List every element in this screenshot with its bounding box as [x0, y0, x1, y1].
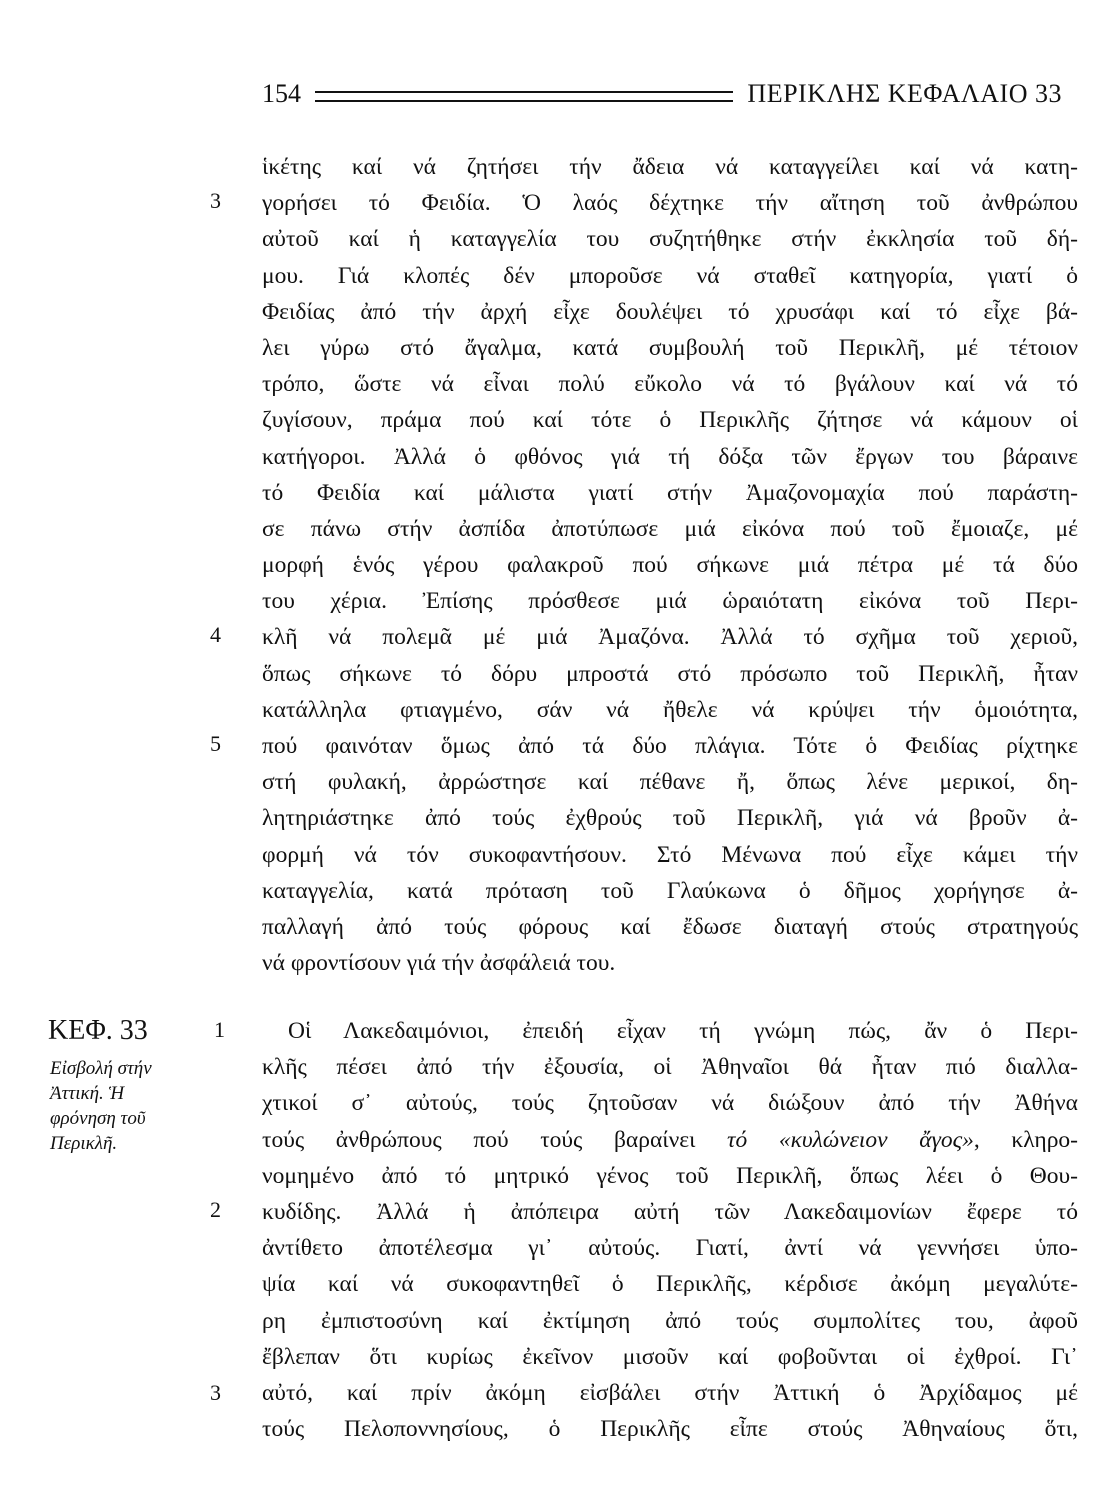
section1-text: [262, 149, 1078, 981]
running-title: ΠΕΡΙΚΛΗΣ ΚΕΦΑΛΑΙΟ 33: [747, 79, 1062, 108]
text-line: νά φροντίσουν γιά τήν ἀσφάλειά του.: [262, 950, 616, 977]
paragraph-number: 2: [210, 1197, 221, 1222]
text-line: του χέρια. Ἐπίσης πρόσθεσε μιά ὡραιότατη εἰκόνα τοῦ Περι-: [262, 588, 1078, 615]
text-line: κυδίδης. Ἀλλά ἡ ἀπόπειρα αὐτή τῶν Λακεδαιμονίων ἔφερε τό: [262, 1198, 1078, 1225]
text-line: πού φαινόταν ὅμως ἀπό τά δύο πλάγια. Τότε ὁ Φειδίας ρίχτηκε: [262, 733, 1078, 759]
text-line: φορμή νά τόν συκοφαντήσουν. Στό Μένωνα πού εἶχε κάμει τήν: [262, 841, 1078, 868]
text-line: κλῆς πέσει ἀπό τήν ἐξουσία, οἱ Ἀθηναῖοι θά ἦταν πιό διαλλα-: [262, 1054, 1078, 1081]
text-line: Φειδίας ἀπό τήν ἀρχή εἶχε δουλέψει τό χρυσάφι καί τό εἶχε βά-: [262, 298, 1078, 325]
text-line: τό Φειδία καί μάλιστα γιατί στήν Ἀμαζονομαχία πού παράστη-: [262, 479, 1078, 506]
text-line: Οἱ Λακεδαιμόνιοι, ἐπειδή εἶχαν τή γνώμη πώς, ἄν ὁ Περι-: [288, 1018, 1078, 1044]
text-line: σε πάνω στήν ἀσπίδα ἀποτύπωσε μιά εἰκόνα πού τοῦ ἔμοιαζε, μέ: [262, 515, 1078, 542]
chapter-summary-line: Ἀττική. Ἡ: [50, 1083, 125, 1104]
section2-text: [262, 1013, 1078, 1447]
text-line: καταγγελία, κατά πρόταση τοῦ Γλαύκωνα ὁ δῆμος χορήγησε ἀ-: [262, 877, 1078, 904]
text-line: ρη ἐμπιστοσύνη καί ἐκτίμηση ἀπό τούς συμπολίτες του, ἀφοῦ: [262, 1307, 1078, 1334]
text-line: ὅπως σήκωνε τό δόρυ μπροστά στό πρόσωπο τοῦ Περικλῆ, ἦταν: [262, 660, 1078, 687]
text-line: κατάλληλα φτιαγμένο, σάν νά ἤθελε νά κρύψει τήν ὁμοιότητα,: [262, 696, 1078, 723]
text-line: μου. Γιά κλοπές δέν μποροῦσε νά σταθεῖ κατηγορία, γιατί ὁ: [262, 262, 1078, 289]
text-line: τρόπο, ὥστε νά εἶναι πολύ εὔκολο νά τό βγάλουν καί νά τό: [262, 371, 1078, 398]
text-line: μορφή ἑνός γέρου φαλακροῦ πού σήκωνε μιά πέτρα μέ τά δύο: [262, 552, 1078, 579]
text-line: στή φυλακή, ἀρρώστησε καί πέθανε ἤ, ὅπως λένε μερικοί, δη-: [262, 769, 1078, 796]
chapter-summary-line: Εἰσβολή στήν: [50, 1058, 152, 1079]
chapter-summary-line: φρόνηση τοῦ: [50, 1108, 146, 1129]
text-line: ἔβλεπαν ὅτι κυρίως ἐκεῖνον μισοῦν καί φοβοῦνται οἱ ἐχθροί. Γι᾽: [262, 1343, 1078, 1370]
text-line-with-quote: [262, 1122, 1078, 1158]
text-line: λητηριάστηκε ἀπό τούς ἐχθρούς τοῦ Περικλῆ, γιά νά βροῦν ἀ-: [262, 805, 1078, 832]
chapter-summary-line: Περικλῆ.: [50, 1133, 118, 1154]
running-header: [262, 76, 1062, 112]
header-rule: [315, 91, 733, 102]
text-line: λει γύρω στό ἄγαλμα, κατά συμβουλή τοῦ Περικλῆ, μέ τέτοιον: [262, 334, 1078, 361]
paragraph-number: 4: [210, 622, 221, 647]
text-segment: , κληρο-: [973, 1126, 1078, 1153]
paragraph-number: 3: [210, 188, 221, 213]
text-line: ζυγίσουν, πράμα πού καί τότε ὁ Περικλῆς ζήτησε νά κάμουν οἱ: [262, 407, 1078, 434]
text-segment: τούς ἀνθρώπους πού τούς βαραίνει: [262, 1126, 696, 1153]
text-line: αὐτοῦ καί ἡ καταγγελία του συζητήθηκε στήν ἐκκλησία τοῦ δή-: [262, 226, 1078, 253]
text-line: χτικοί σ᾽ αὐτούς, τούς ζητοῦσαν νά διώξουν ἀπό τήν Ἀθήνα: [262, 1090, 1078, 1117]
text-line: τούς Πελοποννησίους, ὁ Περικλῆς εἶπε στούς Ἀθηναίους ὅτι,: [262, 1416, 1078, 1443]
text-line: αὐτό, καί πρίν ἀκόμη εἰσβάλει στήν Ἀττική ὁ Ἀρχίδαμος μέ: [262, 1379, 1078, 1406]
page-number: 154: [262, 79, 301, 108]
text-line: ἱκέτης καί νά ζητήσει τήν ἄδεια νά καταγγείλει καί νά κατη-: [262, 154, 1078, 180]
chapter-title: ΚΕΦ. 33: [48, 1015, 148, 1046]
text-line: νομημένο ἀπό τό μητρικό γένος τοῦ Περικλῆ, ὅπως λέει ὁ Θου-: [262, 1162, 1078, 1189]
text-line: ἀντίθετο ἀποτέλεσμα γι᾽ αὐτούς. Γιατί, ἀντί νά γεννήσει ὑπο-: [262, 1235, 1078, 1262]
paragraph-number: 3: [210, 1380, 221, 1405]
text-line: γορήσει τό Φειδία. Ὁ λαός δέχτηκε τήν αἴτηση τοῦ ἀνθρώπου: [262, 190, 1078, 217]
paragraph-number: 5: [210, 731, 221, 756]
text-line: παλλαγή ἀπό τούς φόρους καί ἔδωσε διαταγή στούς στρατηγούς: [262, 913, 1078, 940]
text-line: κλῆ νά πολεμᾶ μέ μιά Ἀμαζόνα. Ἀλλά τό σχῆμα τοῦ χεριοῦ,: [262, 624, 1078, 651]
chapter-summary: [48, 1056, 198, 1156]
text-line: κατήγοροι. Ἀλλά ὁ φθόνος γιά τή δόξα τῶν ἔργων του βάραινε: [262, 443, 1078, 470]
italic-quote: τό «κυλώνειον ἄγος»: [727, 1126, 974, 1153]
paragraph-number: 1: [214, 1017, 225, 1042]
text-line: ψία καί νά συκοφαντηθεῖ ὁ Περικλῆς, κέρδισε ἀκόμη μεγαλύτε-: [262, 1271, 1078, 1298]
chapter-margin: [48, 1014, 198, 1156]
